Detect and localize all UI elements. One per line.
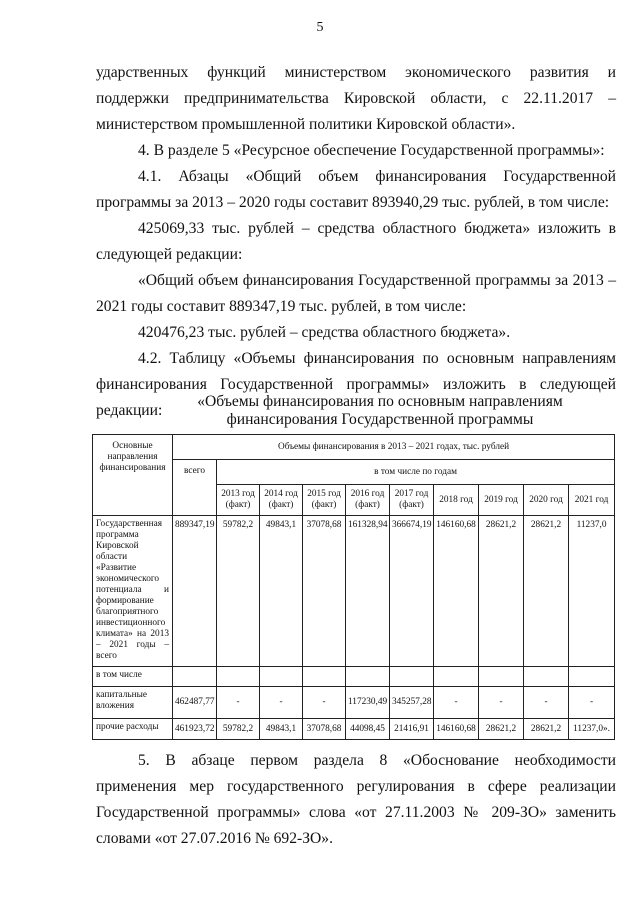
header-volumes: Объемы финансирования в 2013 – 2021 годах, тыс. рублей bbox=[173, 435, 615, 460]
cell-value bbox=[390, 667, 434, 687]
cell-value: - bbox=[260, 687, 303, 719]
row-label: прочие расходы bbox=[93, 719, 173, 740]
cell-value bbox=[303, 667, 346, 687]
cell-total: 461923,72 bbox=[173, 719, 217, 740]
cell-value: 11237,0 bbox=[569, 516, 615, 667]
header-year: 2017 год (факт) bbox=[390, 485, 434, 516]
cell-value bbox=[524, 667, 569, 687]
paragraph-new-budget: 420476,23 тыс. рублей – средства областного бюджета». bbox=[138, 324, 511, 341]
table-title: «Объемы финансирования по основным направлениям финансирования Государственной программы bbox=[197, 393, 563, 428]
cell-value: 49843,1 bbox=[260, 516, 303, 667]
header-year: 2014 год (факт) bbox=[260, 485, 303, 516]
table-row bbox=[93, 719, 615, 740]
header-year: 2020 год bbox=[524, 485, 569, 516]
cell-value: 117230,49 bbox=[346, 687, 390, 719]
cell-value: 21416,91 bbox=[390, 719, 434, 740]
cell-total bbox=[173, 667, 217, 687]
cell-value bbox=[569, 667, 615, 687]
header-year: 2019 год bbox=[479, 485, 524, 516]
cell-value: 59782,2 bbox=[217, 719, 260, 740]
cell-value bbox=[217, 667, 260, 687]
cell-value: - bbox=[434, 687, 479, 719]
cell-value: 37078,68 bbox=[303, 719, 346, 740]
cell-value: - bbox=[524, 687, 569, 719]
table-row bbox=[93, 687, 615, 719]
header-direction: Основные направления финансирования bbox=[93, 435, 173, 516]
cell-value: 59782,2 bbox=[217, 516, 260, 667]
row-label: Государственная программа Кировской области «Развитие экономического потенциала и формирование благоприятного инвестиционного климата» на 2013 – 2021 годы – всего bbox=[93, 516, 173, 667]
header-year: 2021 год bbox=[569, 485, 615, 516]
cell-value: 366674,19 bbox=[390, 516, 434, 667]
cell-value: - bbox=[479, 687, 524, 719]
cell-value: - bbox=[217, 687, 260, 719]
paragraph-section-4: 4. В разделе 5 «Ресурсное обеспечение Государственной программы»: bbox=[138, 142, 605, 159]
cell-value: - bbox=[569, 687, 615, 719]
cell-value: 11237,0». bbox=[569, 719, 615, 740]
cell-value: 37078,68 bbox=[303, 516, 346, 667]
financing-table bbox=[92, 434, 615, 740]
cell-value: 345257,28 bbox=[390, 687, 434, 719]
cell-value: 44098,45 bbox=[346, 719, 390, 740]
paragraph-old-budget: 425069,33 тыс. рублей – средства областного бюджета» изложить в следующей редакции: bbox=[96, 220, 616, 263]
cell-value: 28621,2 bbox=[479, 719, 524, 740]
row-label: в том числе bbox=[93, 667, 173, 687]
header-year: 2016 год (факт) bbox=[346, 485, 390, 516]
cell-value: 49843,1 bbox=[260, 719, 303, 740]
cell-value: 28621,2 bbox=[524, 719, 569, 740]
paragraph-new-total: «Общий объем финансирования Государственной программы за 2013 – 2021 годы составит 889347,19 тыс. рублей, в том числе: bbox=[96, 272, 616, 315]
cell-value: 146160,68 bbox=[434, 516, 479, 667]
table-row bbox=[93, 516, 615, 667]
header-total: всего bbox=[173, 460, 217, 516]
cell-value: 146160,68 bbox=[434, 719, 479, 740]
table-row bbox=[93, 667, 615, 687]
cell-value: 28621,2 bbox=[479, 516, 524, 667]
paragraph-4-1: 4.1. Абзацы «Общий объем финансирования Государственной программы за 2013 – 2020 годы составит 893940,29 тыс. рублей, в том числе: bbox=[96, 168, 616, 211]
header-year: 2018 год bbox=[434, 485, 479, 516]
header-year: 2013 год (факт) bbox=[217, 485, 260, 516]
paragraph-continuation: ударственных функций министерством экономического развития и поддержки предпринимательства Кировской области, с 22.11.2017 – министерством промышленной политики Кировской области». bbox=[96, 64, 616, 133]
header-year: 2015 год (факт) bbox=[303, 485, 346, 516]
paragraph-section-5: 5. В абзаце первом раздела 8 «Обоснование необходимости применения мер государственного регулирования в сфере реализации Государственной программы» слова «от 27.11.2003 № 209-ЗО» заменить словами «от 27.07.2016 № 692-ЗО». bbox=[96, 752, 616, 847]
cell-value bbox=[346, 667, 390, 687]
page-number: 5 bbox=[316, 20, 324, 35]
cell-total: 462487,77 bbox=[173, 687, 217, 719]
header-by-year: в том числе по годам bbox=[217, 460, 615, 485]
cell-value: - bbox=[303, 687, 346, 719]
paragraph-4-2: 4.2. Таблицу «Объемы финансирования по основным направлениям финансирования Государственной программы» изложить в следующей редакции: bbox=[96, 350, 616, 419]
cell-total: 889347,19 bbox=[173, 516, 217, 667]
cell-value bbox=[434, 667, 479, 687]
cell-value: 161328,94 bbox=[346, 516, 390, 667]
cell-value bbox=[479, 667, 524, 687]
cell-value bbox=[260, 667, 303, 687]
row-label: капитальные вложения bbox=[93, 687, 173, 719]
cell-value: 28621,2 bbox=[524, 516, 569, 667]
